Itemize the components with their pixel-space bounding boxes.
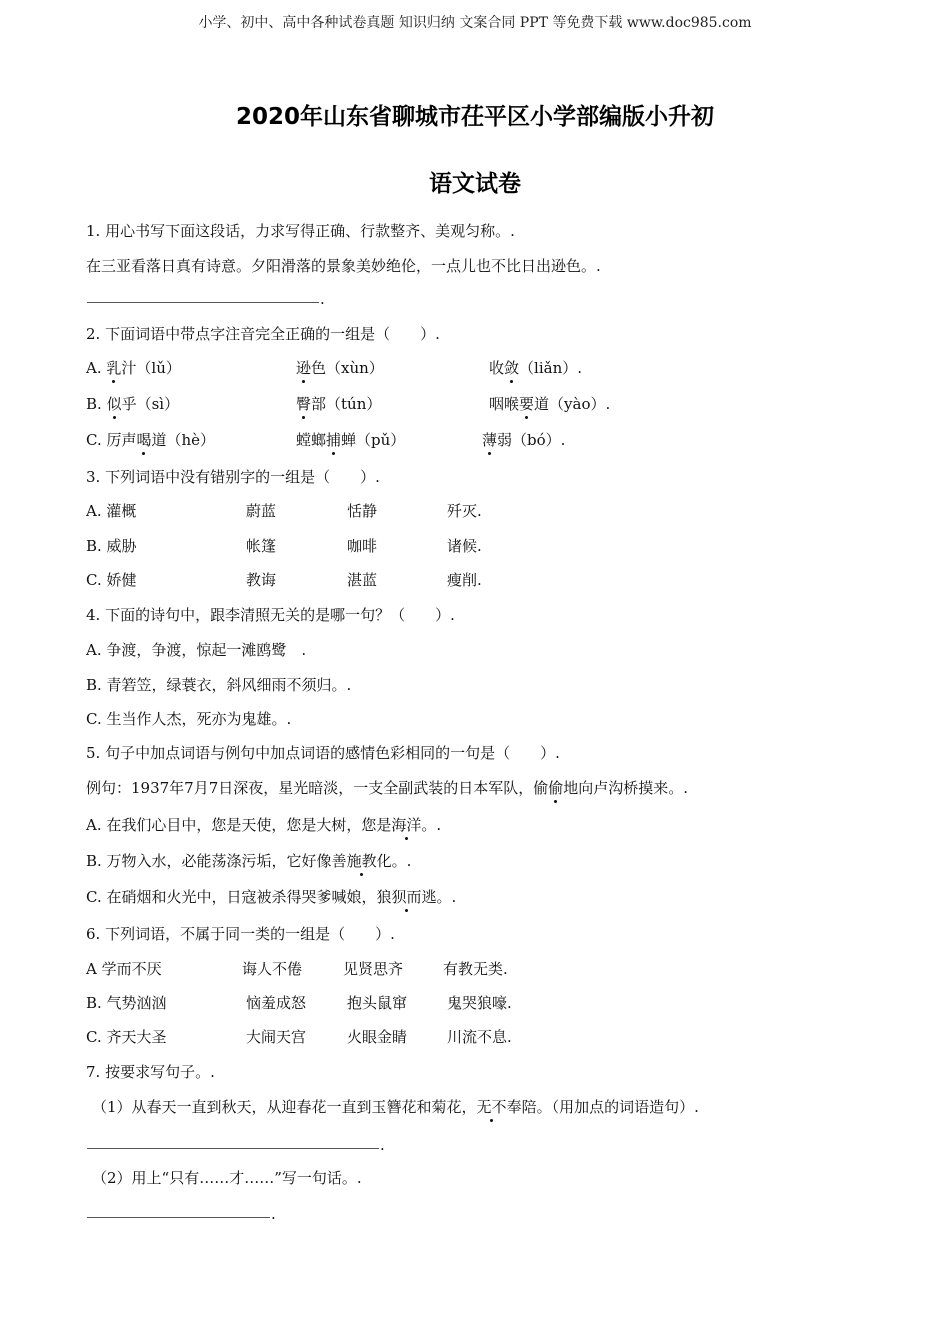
question-5-prompt: 5. 句子中加点词语与例句中加点词语的感情色彩相同的一句是（ ）. bbox=[86, 744, 560, 762]
q6-option-a: A 学而不厌 诲人不倦 见贤思齐 有教无类. bbox=[86, 960, 508, 978]
q2-option-b: B. 似乎（sì） 臀部（tún） 咽喉要道（yào）. bbox=[86, 395, 611, 413]
question-3-prompt: 3. 下列词语中没有错别字的一组是（ ）. bbox=[86, 468, 380, 486]
answer-blank-3[interactable] bbox=[87, 1217, 270, 1218]
question-1-text: 在三亚看落日真有诗意。夕阳滑落的景象美妙绝伦，一点儿也不比日出逊色。. bbox=[86, 257, 601, 275]
question-4-prompt: 4. 下面的诗句中，跟李清照无关的是哪一句？（ ）. bbox=[86, 606, 455, 624]
q5-option-a: A. 在我们心目中，您是天使，您是大树，您是海洋。. bbox=[86, 816, 442, 834]
question-6-prompt: 6. 下列词语，不属于同一类的一组是（ ）. bbox=[86, 925, 395, 943]
question-1-prompt: 1. 用心书写下面这段话，力求写得正确、行款整齐、美观匀称。. bbox=[86, 222, 515, 240]
q2-option-a: A. 乳汁（lǔ） 逊色（xùn） 收敛（liǎn）. bbox=[86, 359, 582, 377]
q6-option-c: C. 齐天大圣 大闹天宫 火眼金睛 川流不息. bbox=[86, 1028, 512, 1046]
blank-end: . bbox=[271, 1205, 276, 1223]
question-2-prompt: 2. 下面词语中带点字注音完全正确的一组是（ ）. bbox=[86, 325, 440, 343]
answer-blank-2[interactable] bbox=[87, 1148, 379, 1149]
q7-sub1: （1）从春天一直到秋天，从迎春花一直到玉簪花和菊花，无不奉陪。（用加点的词语造句）. bbox=[92, 1098, 699, 1116]
exam-subtitle: 语文试卷 bbox=[429, 171, 521, 197]
q3-option-a: A. 灌概 蔚蓝 恬静 歼灭. bbox=[86, 502, 482, 520]
blank-end: . bbox=[380, 1136, 385, 1154]
q3-option-b: B. 威胁 帐篷 咖啡 诸候. bbox=[86, 537, 482, 555]
q7-sub2: （2）用上“只有……才……”写一句话。. bbox=[92, 1169, 362, 1187]
answer-blank-1[interactable] bbox=[87, 302, 319, 303]
page-header: 小学、初中、高中各种试卷真题 知识归纳 文案合同 PPT 等免费下载 www.doc985.com bbox=[198, 15, 752, 31]
blank-end: . bbox=[320, 290, 325, 308]
q5-option-c: C. 在硝烟和火光中，日寇被杀得哭爹喊娘，狼狈而逃。. bbox=[86, 888, 457, 906]
exam-title: 2020年山东省聊城市茌平区小学部编版小升初 bbox=[235, 104, 714, 130]
q4-option-a: A. 争渡，争渡，惊起一滩鸥鹭 . bbox=[86, 641, 307, 659]
q5-example: 例句：1937年7月7日深夜，星光暗淡，一支全副武装的日本军队，偷偷地向卢沟桥摸来。. bbox=[86, 779, 689, 797]
q5-option-b: B. 万物入水，必能荡涤污垢，它好像善施教化。. bbox=[86, 852, 412, 870]
q4-option-c: C. 生当作人杰，死亦为鬼雄。. bbox=[86, 710, 292, 728]
q2-option-c: C. 厉声喝道（hè） 螳螂捕蝉（pǔ） 薄弱（bó）. bbox=[86, 431, 566, 449]
q3-option-c: C. 娇健 教诲 湛蓝 瘦削. bbox=[86, 571, 482, 589]
question-7-prompt: 7. 按要求写句子。. bbox=[86, 1063, 215, 1081]
q6-option-b: B. 气势汹汹 恼羞成怒 抱头鼠窜 鬼哭狼嚎. bbox=[86, 994, 512, 1012]
q4-option-b: B. 青箬笠，绿蓑衣，斜风细雨不须归。. bbox=[86, 676, 352, 694]
